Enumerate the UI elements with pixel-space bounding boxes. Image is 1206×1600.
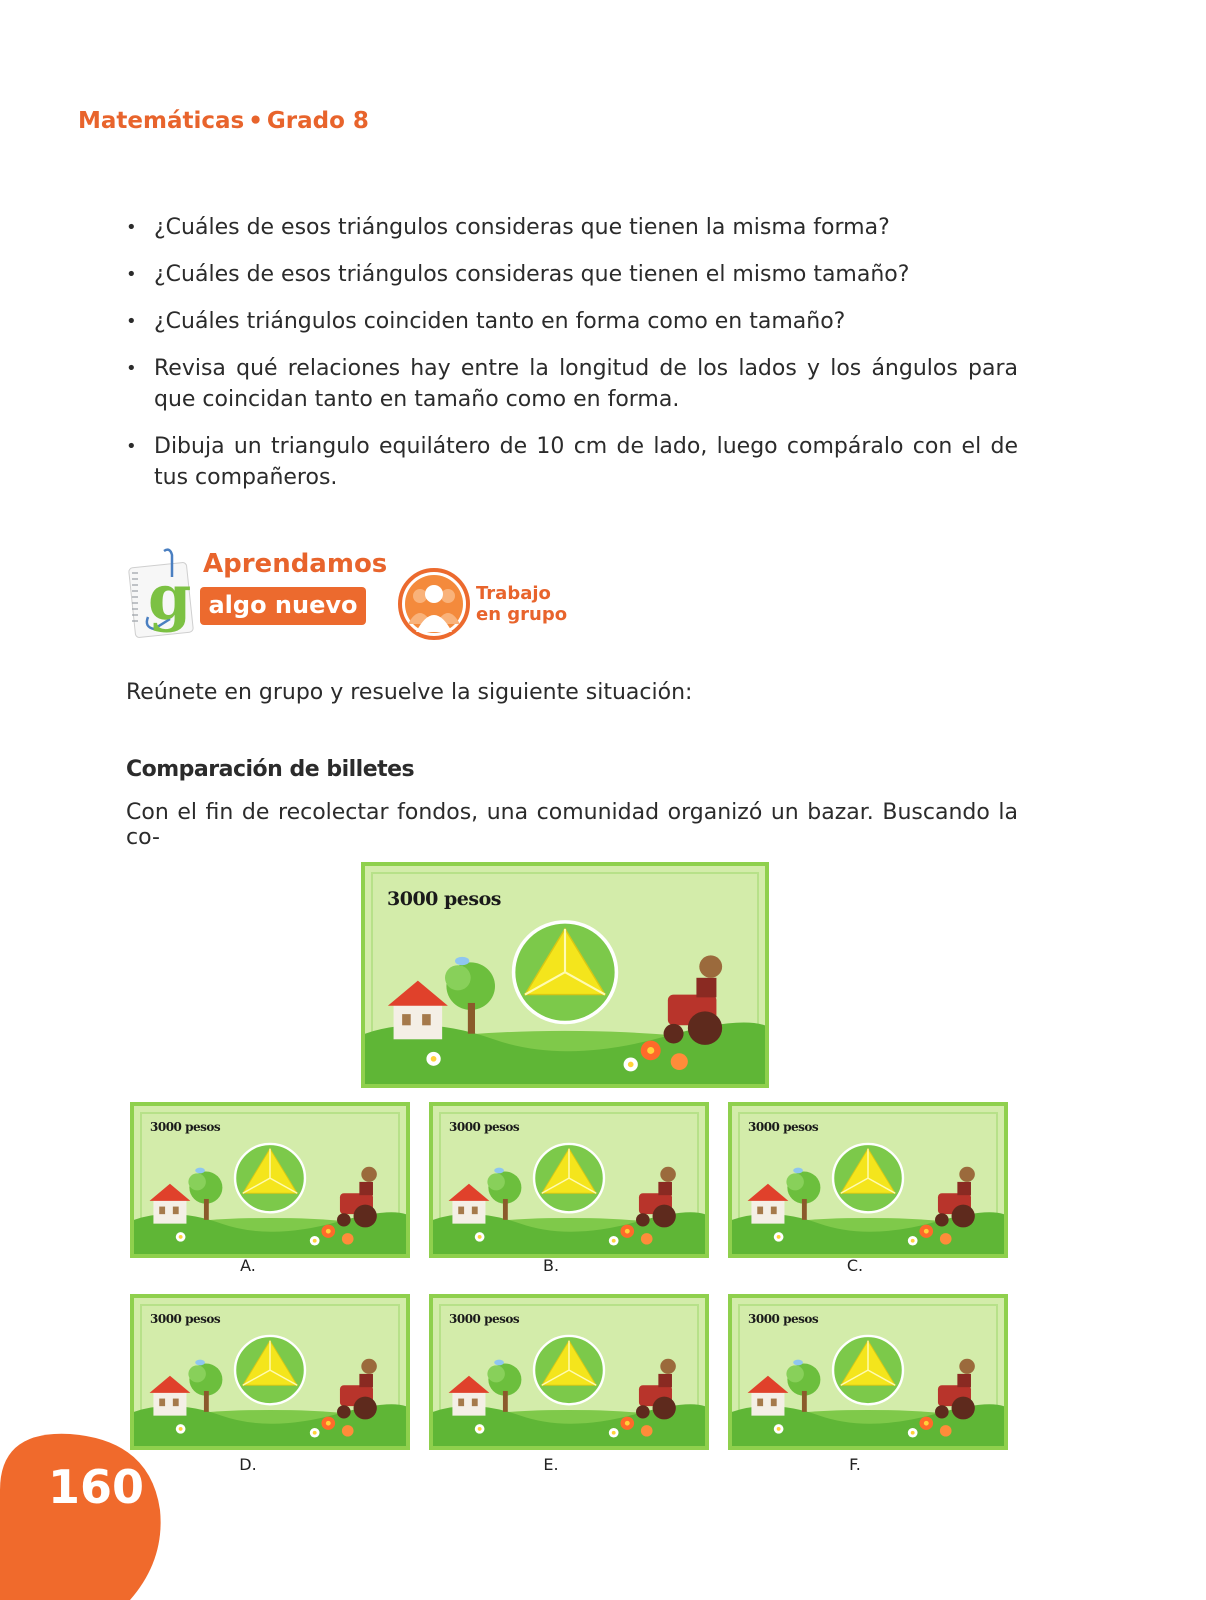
subject-label: Matemáticas (78, 108, 245, 134)
bill-amount: 3000 pesos (748, 1120, 819, 1134)
grade-label: Grado 8 (266, 108, 369, 134)
page-header (78, 108, 369, 134)
section-title: Comparación de billetes (126, 757, 415, 782)
bill-option-label: D. (239, 1455, 257, 1474)
group-work-line2: en grupo (476, 604, 568, 625)
group-work-label (476, 583, 567, 625)
page-number-badge (0, 1430, 165, 1600)
bill-option (728, 1294, 1008, 1450)
question-item: • ¿Cuáles de esos triángulos consideras que tienen la misma forma? (126, 212, 1018, 243)
bill-option-label: B. (542, 1256, 560, 1275)
bill-amount: 3000 pesos (449, 1312, 520, 1326)
bill-amount: 3000 pesos (150, 1312, 221, 1326)
bill-option (130, 1102, 410, 1258)
bill-option-label: E. (543, 1455, 559, 1474)
bill-option-label: A. (240, 1256, 256, 1275)
bill-option-label: C. (846, 1256, 864, 1275)
bill-option (728, 1102, 1008, 1258)
learn-letter: g (148, 561, 192, 634)
bill-amount: 3000 pesos (449, 1120, 520, 1134)
header-separator: • (248, 108, 263, 134)
group-work-icon (398, 568, 470, 640)
bill-amount: 3000 pesos (150, 1120, 221, 1134)
learn-title: Aprendamos (203, 549, 388, 579)
question-item: • Dibuja un triangulo equilátero de 10 cm de lado, luego compáralo con el de tus compañeros. (126, 431, 1018, 493)
learn-subtitle: algo nuevo (200, 587, 366, 625)
intro-text: Reúnete en grupo y resuelve la siguiente situación: (126, 680, 693, 705)
group-work-line1: Trabajo (476, 583, 551, 604)
question-item: • ¿Cuáles de esos triángulos consideras que tienen el mismo tamaño? (126, 259, 1018, 290)
bill-option (429, 1102, 709, 1258)
bill-option-label: F. (849, 1455, 861, 1474)
bill-main (361, 862, 769, 1088)
question-list (126, 212, 1018, 509)
page-number: 160 (48, 1460, 145, 1514)
bill-amount: 3000 pesos (387, 888, 501, 910)
bill-amount: 3000 pesos (748, 1312, 819, 1326)
question-item: • Revisa qué relaciones hay entre la longitud de los lados y los ángulos para que coincidan tanto en tamaño como en forma. (126, 353, 1018, 415)
bill-option (429, 1294, 709, 1450)
situation-paragraph: Con el fin de recolectar fondos, una comunidad organizó un bazar. Buscando la co- (126, 800, 1018, 850)
question-item: • ¿Cuáles triángulos coinciden tanto en forma como en tamaño? (126, 306, 1018, 337)
bill-option (130, 1294, 410, 1450)
